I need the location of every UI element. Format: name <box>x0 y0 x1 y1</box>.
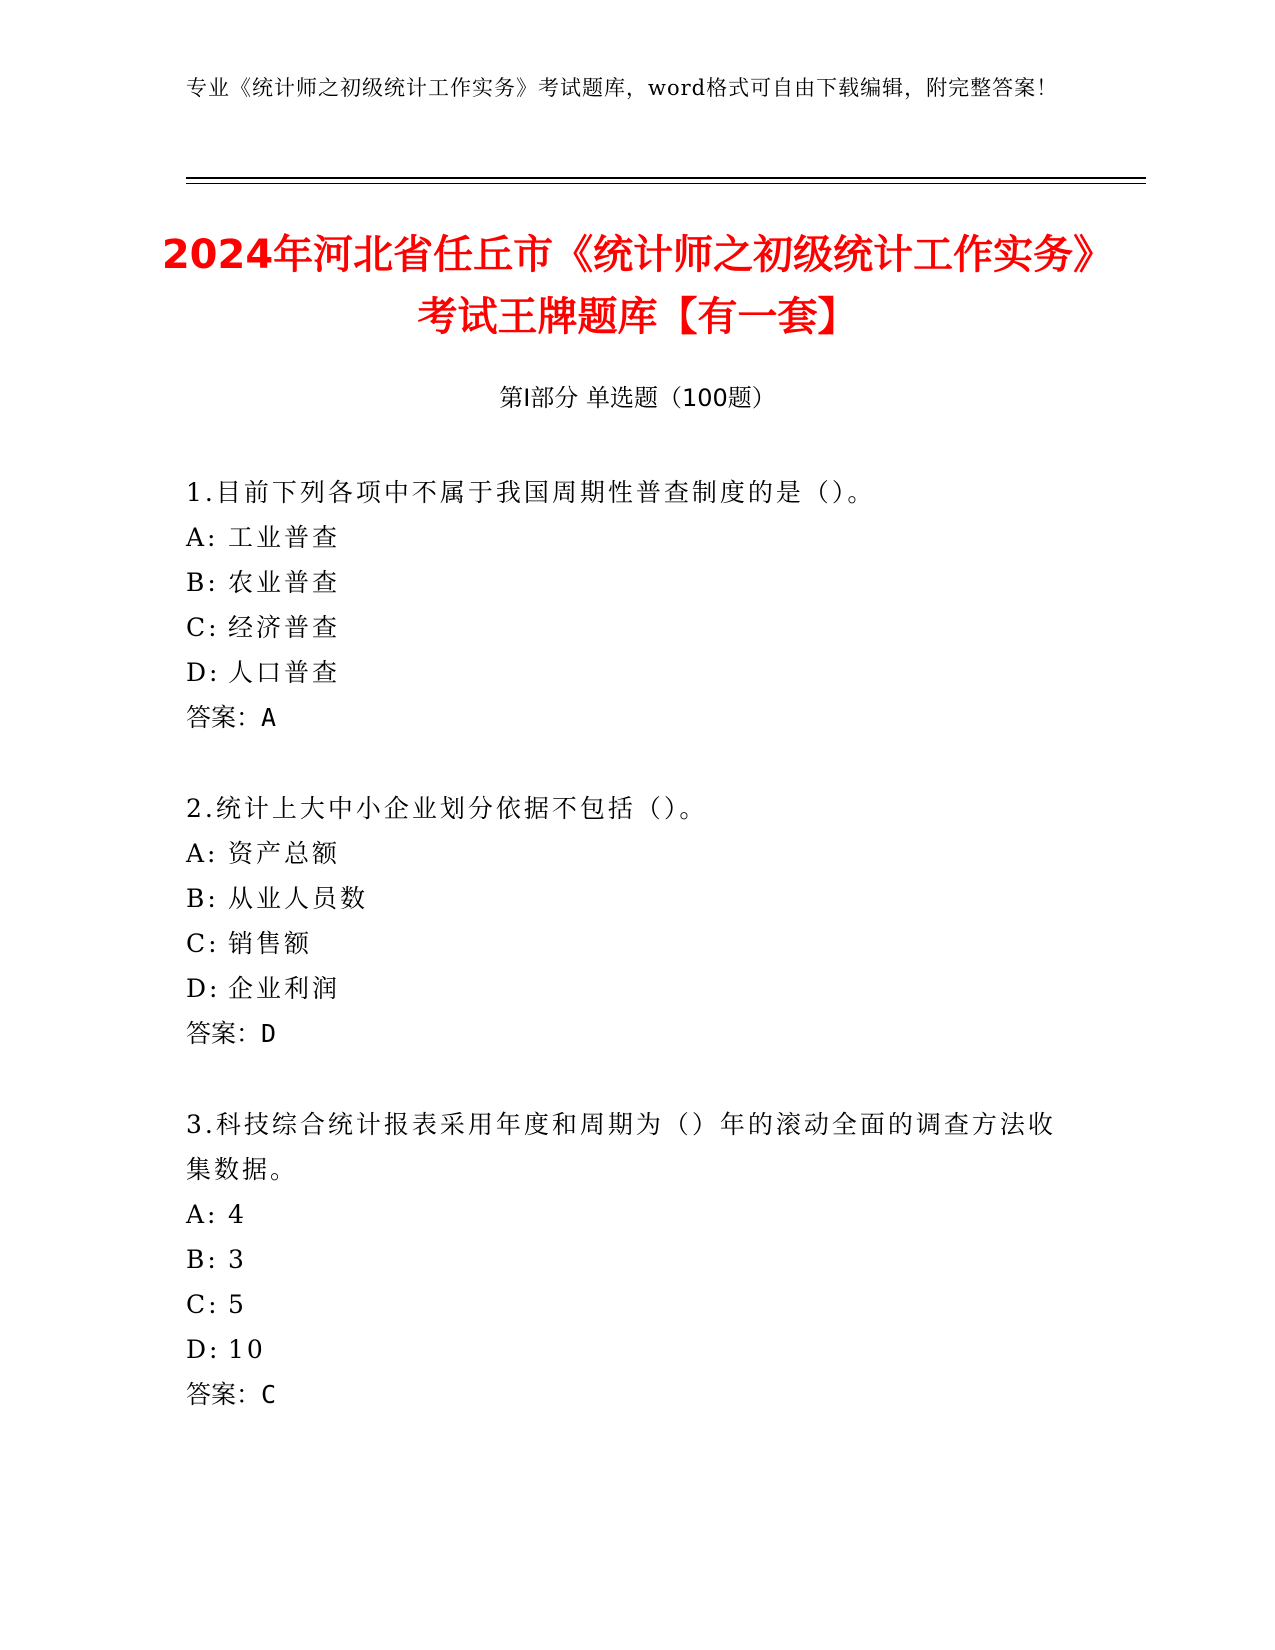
option-letter: C: <box>186 613 220 642</box>
option-text: 经济普查 <box>228 613 341 642</box>
header-rule-thick <box>186 177 1146 179</box>
option-letter: B: <box>186 568 219 597</box>
question-list <box>186 470 1066 1463</box>
answer: 答案：D <box>186 1019 277 1048</box>
option-letter: D: <box>186 658 221 687</box>
option-text: 10 <box>228 1335 266 1364</box>
question-1 <box>186 470 1066 740</box>
option-text: 资产总额 <box>228 839 341 868</box>
option-letter: D: <box>186 974 221 1003</box>
option-c <box>186 921 1066 966</box>
option-d <box>186 1327 1066 1372</box>
option-letter: A: <box>186 839 219 868</box>
question-3 <box>186 1102 1066 1417</box>
section-heading: 第Ⅰ部分 单选题（100题） <box>499 384 776 412</box>
option-text: 5 <box>228 1290 247 1319</box>
option-letter: C: <box>186 1290 220 1319</box>
header-note: 专业《统计师之初级统计工作实务》考试题库，word格式可自由下载编辑，附完整答案！ <box>186 76 1059 100</box>
option-c <box>186 605 1066 650</box>
option-text: 从业人员数 <box>228 884 369 913</box>
option-text: 4 <box>228 1200 247 1229</box>
option-text: 企业利润 <box>228 974 341 1003</box>
option-text: 3 <box>228 1245 247 1274</box>
option-text: 农业普查 <box>228 568 341 597</box>
option-d <box>186 650 1066 695</box>
option-letter: B: <box>186 884 219 913</box>
option-a <box>186 831 1066 876</box>
option-text: 销售额 <box>228 929 313 958</box>
option-letter: A: <box>186 523 219 552</box>
option-d <box>186 966 1066 1011</box>
question-text: 2.统计上大中小企业划分依据不包括（）。 <box>186 794 708 823</box>
option-letter: A: <box>186 1200 219 1229</box>
answer: 答案：A <box>186 703 277 732</box>
question-text: 1.目前下列各项中不属于我国周期性普查制度的是（）。 <box>186 478 876 507</box>
option-letter: C: <box>186 929 220 958</box>
option-letter: D: <box>186 1335 221 1364</box>
document-title: 2024年河北省任丘市《统计师之初级统计工作实务》考试王牌题库【有一套】 <box>161 232 1114 340</box>
answer: 答案：C <box>186 1380 277 1409</box>
header-rule-thin <box>186 183 1146 184</box>
option-b <box>186 560 1066 605</box>
question-2 <box>186 786 1066 1056</box>
option-text: 工业普查 <box>228 523 341 552</box>
option-b <box>186 876 1066 921</box>
option-a <box>186 1192 1066 1237</box>
option-c <box>186 1282 1066 1327</box>
option-letter: B: <box>186 1245 219 1274</box>
option-a <box>186 515 1066 560</box>
option-text: 人口普查 <box>228 658 341 687</box>
option-b <box>186 1237 1066 1282</box>
question-text: 3.科技综合统计报表采用年度和周期为（）年的滚动全面的调查方法收集数据。 <box>186 1110 1056 1184</box>
